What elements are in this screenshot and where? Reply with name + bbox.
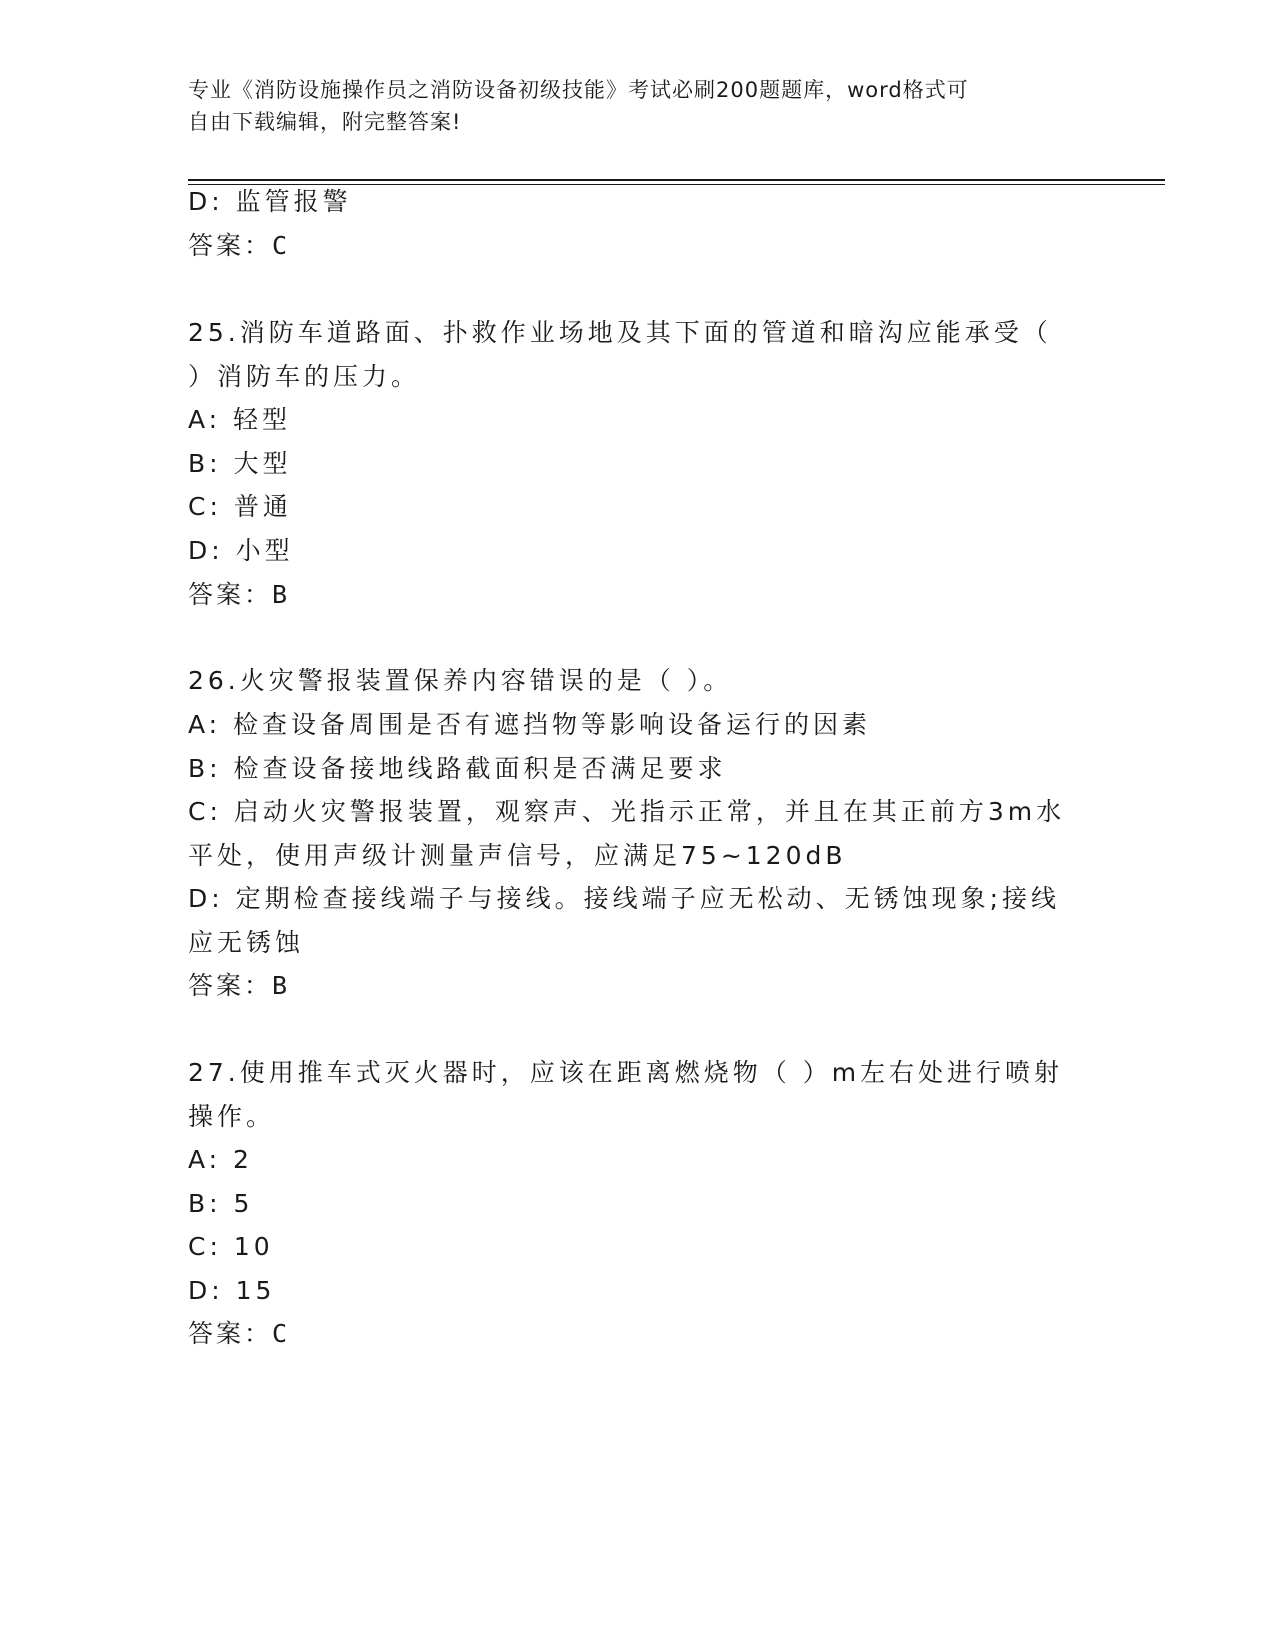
q27-option-a: A: 2 — [188, 1145, 253, 1174]
q27-answer — [188, 1317, 290, 1351]
q27-stem-line-2: 操作。 — [188, 1102, 276, 1131]
answer-label: 答案： — [188, 971, 273, 1000]
q26-option-d-line-2: 应无锈蚀 — [188, 928, 305, 957]
q25-option-c: C: 普通 — [188, 492, 292, 521]
q26-stem: 26.火灾警报装置保养内容错误的是（ ）。 — [188, 666, 733, 695]
answer-value: B — [272, 580, 291, 609]
answer-label: 答案： — [188, 580, 273, 609]
q25-option-b: B: 大型 — [188, 449, 292, 478]
answer-label: 答案： — [188, 231, 273, 260]
q27-option-d: D: 15 — [188, 1276, 276, 1305]
answer-label: 答案： — [188, 1319, 273, 1348]
prev-option-d: D: 监管报警 — [188, 187, 352, 216]
answer-value: C — [272, 1319, 291, 1348]
q26-answer — [188, 969, 290, 1003]
answer-value: C — [272, 231, 291, 260]
answer-value: B — [272, 971, 291, 1000]
q27-stem-line-1: 27.使用推车式灭火器时，应该在距离燃烧物（ ）m左右处进行喷射 — [188, 1058, 1064, 1087]
q25-stem-line-1: 25.消防车道路面、扑救作业场地及其下面的管道和暗沟应能承受（ — [188, 318, 1052, 347]
q26-option-c-line-1: C: 启动火灾警报装置，观察声、光指示正常，并且在其正前方3m水 — [188, 797, 1066, 826]
q27-option-b: B: 5 — [188, 1189, 254, 1218]
header-line-2: 自由下载编辑，附完整答案! — [188, 110, 462, 134]
q25-option-a: A: 轻型 — [188, 405, 292, 434]
prev-answer — [188, 229, 290, 263]
q25-option-d: D: 小型 — [188, 536, 294, 565]
header-divider-thick — [188, 179, 1165, 181]
q26-option-c-line-2: 平处，使用声级计测量声信号，应满足75~120dB — [188, 841, 847, 870]
q27-option-c: C: 10 — [188, 1232, 274, 1261]
document-header — [188, 74, 1088, 138]
q26-option-d-line-1: D: 定期检查接线端子与接线。接线端子应无松动、无锈蚀现象;接线 — [188, 884, 1061, 913]
q26-option-b: B: 检查设备接地线路截面积是否满足要求 — [188, 754, 727, 783]
q26-option-a: A: 检查设备周围是否有遮挡物等影响设备运行的因素 — [188, 710, 872, 739]
q25-answer — [188, 578, 290, 612]
header-line-1: 专业《消防设施操作员之消防设备初级技能》考试必刷200题题库，word格式可 — [188, 78, 969, 102]
q25-stem-line-2: ）消防车的压力。 — [188, 362, 421, 391]
